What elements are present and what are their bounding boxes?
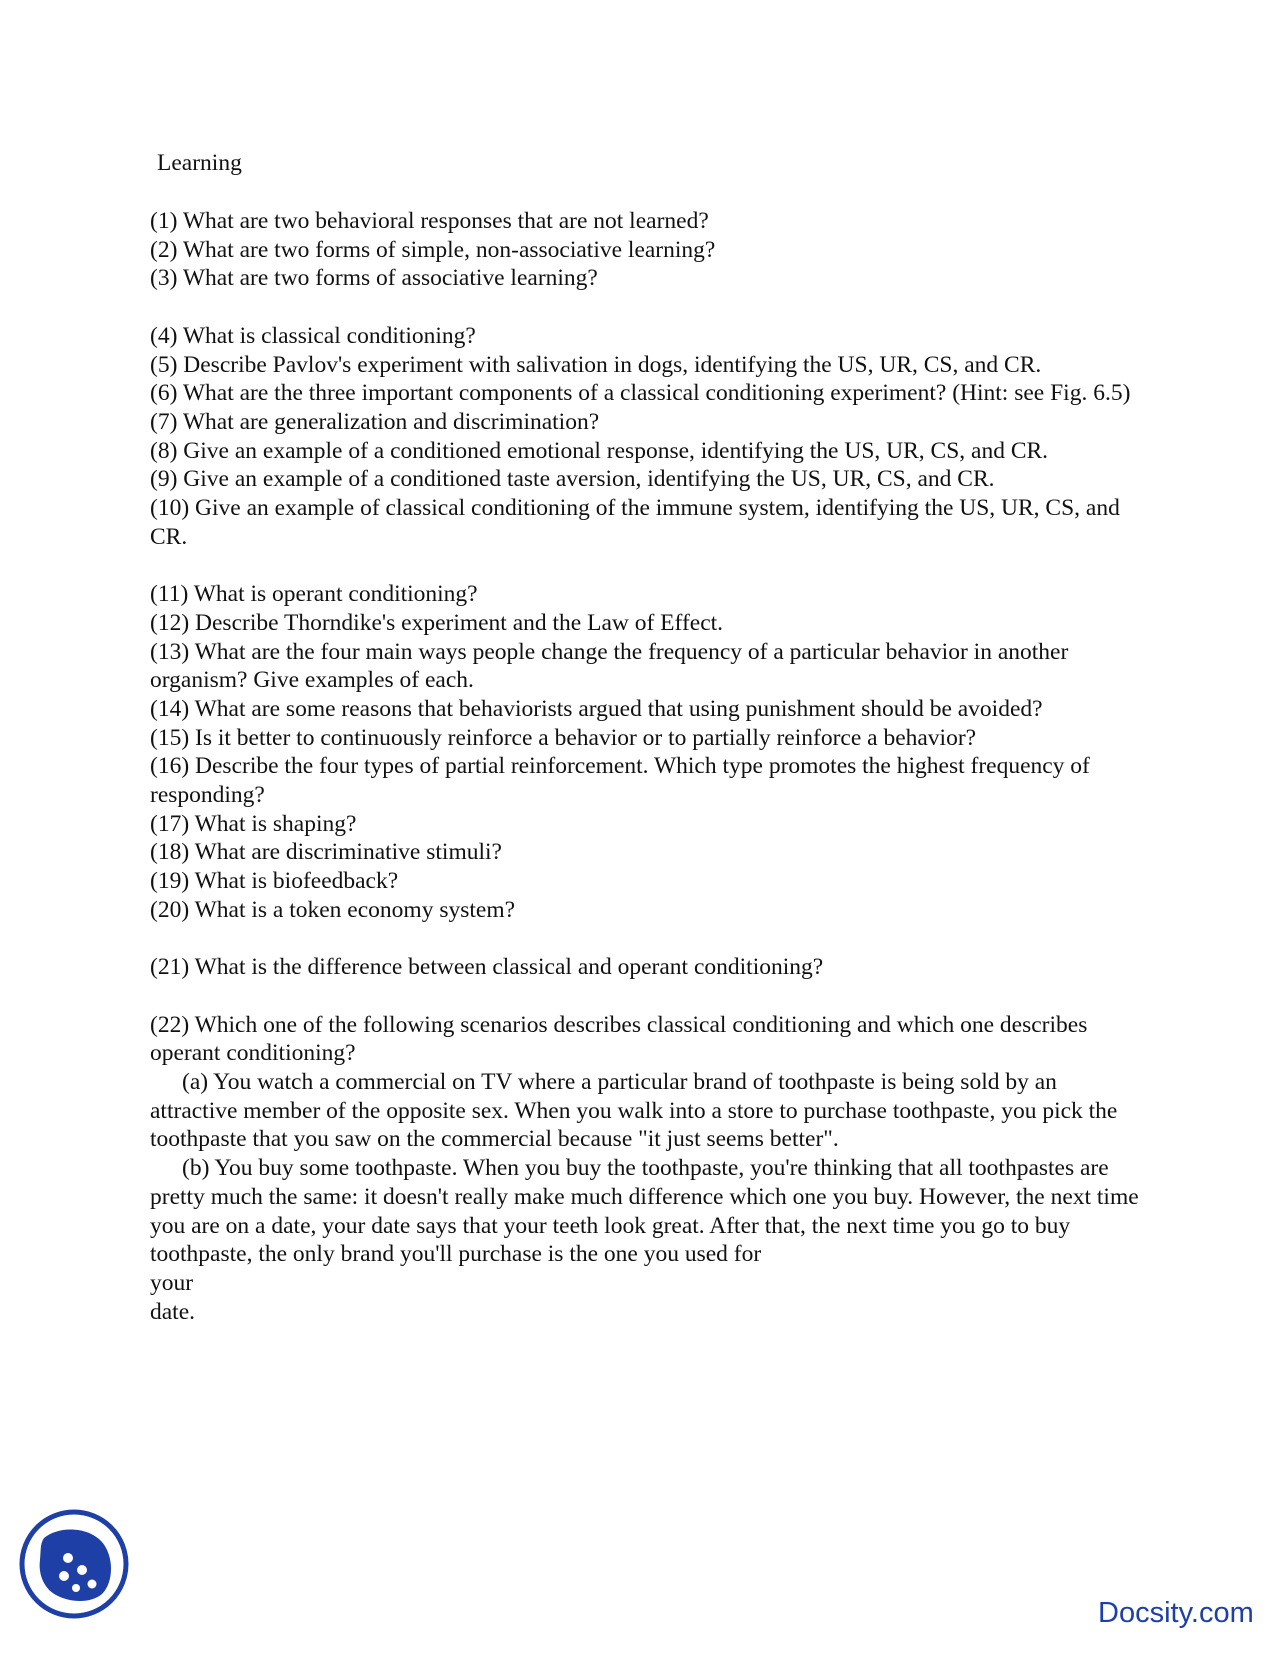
question-10: (10) Give an example of classical conditioning of the immune system, identifying the US, UR, CS, and CR. xyxy=(150,495,1120,550)
scenario-b-line-3: date. xyxy=(150,1298,196,1325)
question-15: (15) Is it better to continuously reinforce a behavior or to partially reinforce a behavior? xyxy=(150,724,977,751)
scenario-a: (a) You watch a commercial on TV where a particular brand of toothpaste is being sold by an attractive member of the opposite sex. When you walk into a store to purchase toothpaste, you pick the toothpaste that you saw on the commercial because "it just seems better". xyxy=(150,1069,1118,1153)
question-9: (9) Give an example of a conditioned taste aversion, identifying the US, UR, CS, and CR. xyxy=(150,466,995,493)
question-7: (7) What are generalization and discrimination? xyxy=(150,408,600,435)
question-1: (1) What are two behavioral responses that are not learned? xyxy=(150,208,709,234)
question-group-operant xyxy=(150,580,1150,924)
docsity-logo-icon xyxy=(18,1508,130,1620)
question-13: (13) What are the four main ways people change the frequency of a particular behavior in another organism? Give examples of each. xyxy=(150,638,1069,694)
question-12: (12) Describe Thorndike's experiment and the Law of Effect. xyxy=(150,609,724,636)
question-group-basic xyxy=(150,207,1150,293)
docsity-brand[interactable]: Docsity.com xyxy=(1098,1597,1254,1629)
question-group-classical xyxy=(150,322,1150,552)
question-19: (19) What is biofeedback? xyxy=(150,868,399,895)
question-4: (4) What is classical conditioning? xyxy=(150,322,476,349)
question-2: (2) What are two forms of simple, non-associative learning? xyxy=(150,236,716,263)
question-17: (17) What is shaping? xyxy=(150,810,357,837)
question-22-block xyxy=(150,1011,1150,1327)
question-6: (6) What are the three important components of a classical conditioning experiment? (Hint: see Fig. 6.5) xyxy=(150,380,1131,407)
page-title: Learning xyxy=(157,150,242,176)
question-18: (18) What are discriminative stimuli? xyxy=(150,839,502,866)
scenario-b: (b) You buy some toothpaste. When you buy the toothpaste, you're thinking that all toothpastes are pretty much the same: it doesn't really make much difference which one you buy. However, the next time you are on a date, your date says that your teeth look great. After that, the next time you go to buy toothpaste, the only brand you'll purchase is the one you used for xyxy=(150,1155,1139,1268)
question-3: (3) What are two forms of associative learning? xyxy=(150,265,598,292)
question-22: (22) Which one of the following scenarios describes classical conditioning and which one describes operant conditioning? xyxy=(150,1011,1088,1067)
question-5: (5) Describe Pavlov's experiment with salivation in dogs, identifying the US, UR, CS, and CR. xyxy=(150,351,1042,378)
question-21: (21) What is the difference between classical and operant conditioning? xyxy=(150,954,824,981)
question-group-comparison xyxy=(150,953,1150,982)
question-20: (20) What is a token economy system? xyxy=(150,896,516,923)
question-list xyxy=(150,207,1150,1326)
question-14: (14) What are some reasons that behaviorists argued that using punishment should be avoided? xyxy=(150,695,1043,722)
question-16: (16) Describe the four types of partial reinforcement. Which type promotes the highest frequency of responding? xyxy=(150,753,1090,809)
scenario-b-line-2: your xyxy=(150,1269,194,1296)
question-11: (11) What is operant conditioning? xyxy=(150,581,478,608)
question-8: (8) Give an example of a conditioned emotional response, identifying the US, UR, CS, and CR. xyxy=(150,437,1049,464)
